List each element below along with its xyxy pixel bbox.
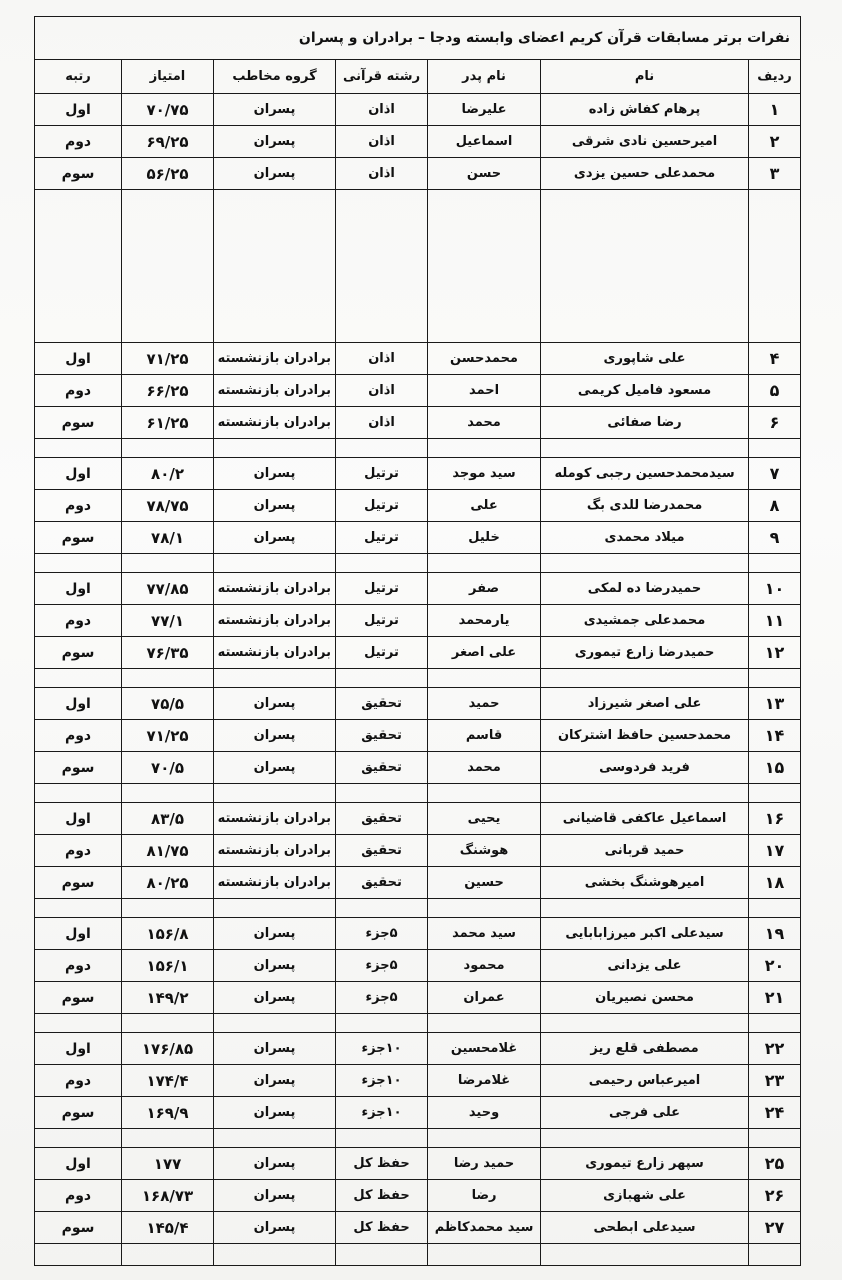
target-group-cell: پسران	[214, 94, 336, 126]
score-cell: ۷۷/۱	[122, 605, 214, 637]
quran-field-cell: اذان	[336, 94, 428, 126]
row-number-cell: ۱۱	[749, 605, 801, 637]
empty-cell	[214, 669, 336, 688]
rank-cell: دوم	[35, 950, 122, 982]
person-name-cell: سپهر زارع تیموری	[541, 1148, 749, 1180]
person-name-cell: سیدمحمدحسین رجبی کومله	[541, 458, 749, 490]
score-cell: ۷۰/۵	[122, 752, 214, 784]
empty-cell	[122, 554, 214, 573]
father-name-cell: قاسم	[428, 720, 541, 752]
target-group-cell: پسران	[214, 1180, 336, 1212]
table-row	[35, 1033, 801, 1065]
rank-cell: دوم	[35, 605, 122, 637]
row-number-cell: ۲۱	[749, 982, 801, 1014]
father-name-cell: محمود	[428, 950, 541, 982]
quran-field-cell: تحقیق	[336, 752, 428, 784]
rank-cell: سوم	[35, 522, 122, 554]
empty-cell	[214, 1244, 336, 1266]
row-number-cell: ۲۴	[749, 1097, 801, 1129]
group-separator-row	[35, 1129, 801, 1148]
table-row	[35, 522, 801, 554]
table-row	[35, 458, 801, 490]
target-group-cell: پسران	[214, 1065, 336, 1097]
empty-cell	[541, 439, 749, 458]
target-group-cell: برادران بازنشسته	[214, 803, 336, 835]
empty-cell	[35, 669, 122, 688]
target-group-cell: برادران بازنشسته	[214, 867, 336, 899]
quran-field-cell: اذان	[336, 407, 428, 439]
row-number-cell: ۱۸	[749, 867, 801, 899]
empty-cell	[749, 1244, 801, 1266]
score-cell: ۱۴۵/۴	[122, 1212, 214, 1244]
rank-cell: اول	[35, 94, 122, 126]
father-name-cell: محمد	[428, 752, 541, 784]
table-row	[35, 918, 801, 950]
target-group-cell: برادران بازنشسته	[214, 375, 336, 407]
score-cell: ۱۵۶/۱	[122, 950, 214, 982]
empty-cell	[428, 190, 541, 343]
father-name-cell: یحیی	[428, 803, 541, 835]
table-row	[35, 407, 801, 439]
table-row	[35, 490, 801, 522]
score-cell: ۷۷/۸۵	[122, 573, 214, 605]
person-name-cell: امیرحسین نادی شرقی	[541, 126, 749, 158]
row-number-cell: ۷	[749, 458, 801, 490]
quran-field-cell: ترتیل	[336, 522, 428, 554]
target-group-cell: پسران	[214, 1212, 336, 1244]
target-group-cell: برادران بازنشسته	[214, 407, 336, 439]
score-cell: ۷۱/۲۵	[122, 720, 214, 752]
father-name-cell: عمران	[428, 982, 541, 1014]
score-cell: ۱۵۶/۸	[122, 918, 214, 950]
title-row	[35, 17, 801, 60]
person-name-cell: رضا صفائی	[541, 407, 749, 439]
person-name-cell: علی فرجی	[541, 1097, 749, 1129]
empty-cell	[336, 554, 428, 573]
quran-field-cell: تحقیق	[336, 835, 428, 867]
empty-cell	[122, 1014, 214, 1033]
empty-cell	[428, 669, 541, 688]
father-name-cell: سید محمدکاظم	[428, 1212, 541, 1244]
rank-cell: سوم	[35, 407, 122, 439]
table-row	[35, 1065, 801, 1097]
target-group-cell: پسران	[214, 752, 336, 784]
rank-cell: اول	[35, 688, 122, 720]
father-name-cell: احمد	[428, 375, 541, 407]
person-name-cell: مصطفی قلع ریز	[541, 1033, 749, 1065]
person-name-cell: میلاد محمدی	[541, 522, 749, 554]
group-separator-row	[35, 1244, 801, 1266]
empty-cell	[428, 1244, 541, 1266]
score-cell: ۶۶/۲۵	[122, 375, 214, 407]
target-group-cell: پسران	[214, 126, 336, 158]
table-row	[35, 752, 801, 784]
quran-field-cell: ترتیل	[336, 605, 428, 637]
father-name-cell: محمد	[428, 407, 541, 439]
rank-cell: اول	[35, 918, 122, 950]
table-row	[35, 950, 801, 982]
quran-field-cell: ترتیل	[336, 458, 428, 490]
rank-cell: اول	[35, 573, 122, 605]
empty-cell	[35, 1244, 122, 1266]
score-cell: ۱۶۸/۷۳	[122, 1180, 214, 1212]
person-name-cell: محمدعلی حسین یزدی	[541, 158, 749, 190]
quran-field-cell: اذان	[336, 343, 428, 375]
empty-cell	[214, 190, 336, 343]
group-separator-row	[35, 1014, 801, 1033]
person-name-cell: مسعود فامیل کریمی	[541, 375, 749, 407]
empty-cell	[428, 554, 541, 573]
rank-cell: اول	[35, 458, 122, 490]
header-target-group: گروه مخاطب	[214, 60, 336, 94]
table-row	[35, 688, 801, 720]
header-score: امتیاز	[122, 60, 214, 94]
row-number-cell: ۲۰	[749, 950, 801, 982]
group-separator-row	[35, 784, 801, 803]
table-row	[35, 1180, 801, 1212]
empty-cell	[214, 439, 336, 458]
empty-cell	[35, 439, 122, 458]
quran-field-cell: اذان	[336, 126, 428, 158]
person-name-cell: امیرهوشنگ بخشی	[541, 867, 749, 899]
target-group-cell: پسران	[214, 1148, 336, 1180]
rank-cell: سوم	[35, 982, 122, 1014]
rank-cell: اول	[35, 803, 122, 835]
quran-field-cell: حفظ کل	[336, 1212, 428, 1244]
table-row	[35, 1148, 801, 1180]
empty-cell	[122, 784, 214, 803]
score-cell: ۱۷۴/۴	[122, 1065, 214, 1097]
score-cell: ۱۷۶/۸۵	[122, 1033, 214, 1065]
target-group-cell: پسران	[214, 918, 336, 950]
person-name-cell: محمدحسین حافظ اشترکان	[541, 720, 749, 752]
group-separator-row	[35, 439, 801, 458]
group-separator-row	[35, 554, 801, 573]
header-row	[35, 60, 801, 94]
row-number-cell: ۱۶	[749, 803, 801, 835]
target-group-cell: پسران	[214, 158, 336, 190]
rank-cell: سوم	[35, 637, 122, 669]
empty-cell	[214, 1129, 336, 1148]
score-cell: ۶۹/۲۵	[122, 126, 214, 158]
empty-cell	[336, 899, 428, 918]
quran-field-cell: ۱۰جزء	[336, 1033, 428, 1065]
empty-cell	[749, 190, 801, 343]
target-group-cell: برادران بازنشسته	[214, 835, 336, 867]
father-name-cell: یارمحمد	[428, 605, 541, 637]
table-row	[35, 605, 801, 637]
empty-cell	[336, 669, 428, 688]
table-row	[35, 637, 801, 669]
table-row	[35, 158, 801, 190]
empty-cell	[122, 899, 214, 918]
empty-cell	[749, 1129, 801, 1148]
person-name-cell: محمدرضا للدی بگ	[541, 490, 749, 522]
table-row	[35, 375, 801, 407]
empty-cell	[428, 784, 541, 803]
score-cell: ۱۶۹/۹	[122, 1097, 214, 1129]
empty-cell	[35, 784, 122, 803]
person-name-cell: سیدعلی ابطحی	[541, 1212, 749, 1244]
empty-cell	[336, 1244, 428, 1266]
table-row	[35, 803, 801, 835]
empty-cell	[541, 899, 749, 918]
empty-cell	[122, 439, 214, 458]
father-name-cell: غلامرضا	[428, 1065, 541, 1097]
target-group-cell: پسران	[214, 522, 336, 554]
target-group-cell: برادران بازنشسته	[214, 605, 336, 637]
father-name-cell: سید محمد	[428, 918, 541, 950]
person-name-cell: پرهام کفاش زاده	[541, 94, 749, 126]
score-cell: ۷۶/۳۵	[122, 637, 214, 669]
row-number-cell: ۱۵	[749, 752, 801, 784]
target-group-cell: پسران	[214, 950, 336, 982]
table-title: نفرات برتر مسابقات قرآن کریم اعضای وابسته ودجا – برادران و پسران	[35, 17, 801, 60]
father-name-cell: حمید	[428, 688, 541, 720]
score-cell: ۷۱/۲۵	[122, 343, 214, 375]
quran-field-cell: ۵جزء	[336, 950, 428, 982]
father-name-cell: محمدحسن	[428, 343, 541, 375]
rank-cell: سوم	[35, 1097, 122, 1129]
rank-cell: سوم	[35, 158, 122, 190]
row-number-cell: ۱	[749, 94, 801, 126]
target-group-cell: پسران	[214, 458, 336, 490]
results-table	[34, 16, 801, 1266]
father-name-cell: اسماعیل	[428, 126, 541, 158]
score-cell: ۸۱/۷۵	[122, 835, 214, 867]
table-row	[35, 1097, 801, 1129]
empty-cell	[214, 1014, 336, 1033]
empty-cell	[214, 784, 336, 803]
table-row	[35, 343, 801, 375]
score-cell: ۶۱/۲۵	[122, 407, 214, 439]
rank-cell: سوم	[35, 1212, 122, 1244]
rank-cell: دوم	[35, 490, 122, 522]
score-cell: ۱۴۹/۲	[122, 982, 214, 1014]
table-row	[35, 867, 801, 899]
group-separator-row	[35, 899, 801, 918]
empty-cell	[541, 784, 749, 803]
row-number-cell: ۴	[749, 343, 801, 375]
quran-field-cell: ۱۰جزء	[336, 1065, 428, 1097]
quran-field-cell: تحقیق	[336, 803, 428, 835]
table-row	[35, 126, 801, 158]
target-group-cell: برادران بازنشسته	[214, 637, 336, 669]
row-number-cell: ۲	[749, 126, 801, 158]
father-name-cell: غلامحسین	[428, 1033, 541, 1065]
row-number-cell: ۱۷	[749, 835, 801, 867]
row-number-cell: ۲۷	[749, 1212, 801, 1244]
quran-field-cell: تحقیق	[336, 720, 428, 752]
empty-cell	[541, 1129, 749, 1148]
row-number-cell: ۲۳	[749, 1065, 801, 1097]
empty-cell	[749, 1014, 801, 1033]
quran-field-cell: تحقیق	[336, 867, 428, 899]
row-number-cell: ۸	[749, 490, 801, 522]
rank-cell: اول	[35, 1033, 122, 1065]
score-cell: ۸۳/۵	[122, 803, 214, 835]
empty-cell	[122, 1244, 214, 1266]
row-number-cell: ۵	[749, 375, 801, 407]
row-number-cell: ۳	[749, 158, 801, 190]
empty-cell	[35, 554, 122, 573]
person-name-cell: محمدعلی جمشیدی	[541, 605, 749, 637]
empty-cell	[336, 784, 428, 803]
father-name-cell: حسین	[428, 867, 541, 899]
score-cell: ۵۶/۲۵	[122, 158, 214, 190]
empty-cell	[541, 1244, 749, 1266]
row-number-cell: ۲۶	[749, 1180, 801, 1212]
person-name-cell: محسن نصیریان	[541, 982, 749, 1014]
empty-cell	[541, 669, 749, 688]
empty-cell	[541, 1014, 749, 1033]
quran-field-cell: تحقیق	[336, 688, 428, 720]
header-row-number: ردیف	[749, 60, 801, 94]
rank-cell: سوم	[35, 752, 122, 784]
father-name-cell: سید موجد	[428, 458, 541, 490]
group-separator-row	[35, 190, 801, 343]
empty-cell	[749, 439, 801, 458]
quran-field-cell: ترتیل	[336, 573, 428, 605]
empty-cell	[336, 1014, 428, 1033]
target-group-cell: برادران بازنشسته	[214, 573, 336, 605]
score-cell: ۷۸/۱	[122, 522, 214, 554]
rank-cell: دوم	[35, 1065, 122, 1097]
row-number-cell: ۱۹	[749, 918, 801, 950]
father-name-cell: رضا	[428, 1180, 541, 1212]
table-row	[35, 573, 801, 605]
person-name-cell: حمیدرضا ده لمکی	[541, 573, 749, 605]
quran-field-cell: اذان	[336, 375, 428, 407]
table-row	[35, 720, 801, 752]
quran-field-cell: حفظ کل	[336, 1148, 428, 1180]
rank-cell: دوم	[35, 1180, 122, 1212]
table-row	[35, 1212, 801, 1244]
empty-cell	[428, 1129, 541, 1148]
person-name-cell: اسماعیل عاکفی قاضیانی	[541, 803, 749, 835]
row-number-cell: ۶	[749, 407, 801, 439]
father-name-cell: علی اصغر	[428, 637, 541, 669]
empty-cell	[214, 554, 336, 573]
score-cell: ۱۷۷	[122, 1148, 214, 1180]
father-name-cell: حمید رضا	[428, 1148, 541, 1180]
empty-cell	[35, 1129, 122, 1148]
empty-cell	[35, 899, 122, 918]
empty-cell	[336, 190, 428, 343]
score-cell: ۷۸/۷۵	[122, 490, 214, 522]
empty-cell	[336, 439, 428, 458]
person-name-cell: علی شهبازی	[541, 1180, 749, 1212]
table-row	[35, 982, 801, 1014]
score-cell: ۷۵/۵	[122, 688, 214, 720]
header-name: نام	[541, 60, 749, 94]
row-number-cell: ۱۰	[749, 573, 801, 605]
empty-cell	[749, 554, 801, 573]
rank-cell: دوم	[35, 126, 122, 158]
person-name-cell: علی اصغر شیرزاد	[541, 688, 749, 720]
father-name-cell: علی	[428, 490, 541, 522]
person-name-cell: فرید فردوسی	[541, 752, 749, 784]
row-number-cell: ۹	[749, 522, 801, 554]
rank-cell: اول	[35, 1148, 122, 1180]
rank-cell: دوم	[35, 375, 122, 407]
quran-field-cell: ترتیل	[336, 490, 428, 522]
target-group-cell: پسران	[214, 720, 336, 752]
header-rank: رتبه	[35, 60, 122, 94]
person-name-cell: حمید قربانی	[541, 835, 749, 867]
target-group-cell: برادران بازنشسته	[214, 343, 336, 375]
rank-cell: اول	[35, 343, 122, 375]
target-group-cell: پسران	[214, 1033, 336, 1065]
empty-cell	[749, 899, 801, 918]
empty-cell	[35, 1014, 122, 1033]
empty-cell	[122, 1129, 214, 1148]
empty-cell	[428, 899, 541, 918]
score-cell: ۸۰/۲	[122, 458, 214, 490]
person-name-cell: حمیدرضا زارع تیموری	[541, 637, 749, 669]
quran-field-cell: ترتیل	[336, 637, 428, 669]
empty-cell	[122, 669, 214, 688]
rank-cell: دوم	[35, 720, 122, 752]
score-cell: ۸۰/۲۵	[122, 867, 214, 899]
empty-cell	[428, 1014, 541, 1033]
empty-cell	[541, 190, 749, 343]
quran-field-cell: ۵جزء	[336, 918, 428, 950]
empty-cell	[35, 190, 122, 343]
empty-cell	[214, 899, 336, 918]
father-name-cell: حسن	[428, 158, 541, 190]
empty-cell	[541, 554, 749, 573]
row-number-cell: ۲۵	[749, 1148, 801, 1180]
table-row	[35, 835, 801, 867]
header-father-name: نام پدر	[428, 60, 541, 94]
target-group-cell: پسران	[214, 688, 336, 720]
group-separator-row	[35, 669, 801, 688]
person-name-cell: امیرعباس رحیمی	[541, 1065, 749, 1097]
quran-field-cell: ۵جزء	[336, 982, 428, 1014]
father-name-cell: خلیل	[428, 522, 541, 554]
score-cell: ۷۰/۷۵	[122, 94, 214, 126]
row-number-cell: ۱۴	[749, 720, 801, 752]
table-row	[35, 94, 801, 126]
father-name-cell: وحید	[428, 1097, 541, 1129]
target-group-cell: پسران	[214, 982, 336, 1014]
empty-cell	[428, 439, 541, 458]
header-quran-field: رشته قرآنی	[336, 60, 428, 94]
rank-cell: سوم	[35, 867, 122, 899]
empty-cell	[749, 669, 801, 688]
row-number-cell: ۱۲	[749, 637, 801, 669]
father-name-cell: علیرضا	[428, 94, 541, 126]
person-name-cell: علی یزدانی	[541, 950, 749, 982]
row-number-cell: ۱۳	[749, 688, 801, 720]
empty-cell	[336, 1129, 428, 1148]
father-name-cell: صفر	[428, 573, 541, 605]
empty-cell	[122, 190, 214, 343]
person-name-cell: علی شاپوری	[541, 343, 749, 375]
quran-field-cell: حفظ کل	[336, 1180, 428, 1212]
target-group-cell: پسران	[214, 490, 336, 522]
father-name-cell: هوشنگ	[428, 835, 541, 867]
quran-field-cell: اذان	[336, 158, 428, 190]
row-number-cell: ۲۲	[749, 1033, 801, 1065]
rank-cell: دوم	[35, 835, 122, 867]
person-name-cell: سیدعلی اکبر میرزابابایی	[541, 918, 749, 950]
target-group-cell: پسران	[214, 1097, 336, 1129]
quran-field-cell: ۱۰جزء	[336, 1097, 428, 1129]
empty-cell	[749, 784, 801, 803]
